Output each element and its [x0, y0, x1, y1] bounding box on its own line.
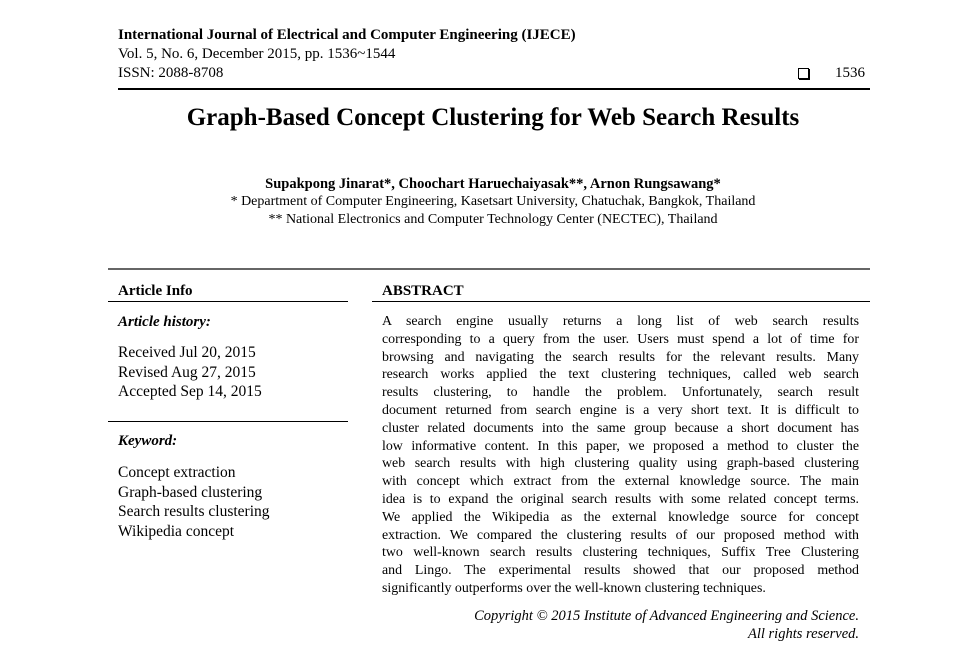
history-received: Received Jul 20, 2015	[118, 344, 256, 361]
abstract-divider	[372, 301, 870, 302]
affiliation-1: * Department of Computer Engineering, Kasetsart University, Chatuchak, Bangkok, Thailand	[230, 194, 756, 209]
abstract-line: low informative content. In this paper, we proposed a method to cluster the	[382, 438, 859, 454]
abstract-line: extraction. We compared the clustering results of our proposed method with	[382, 527, 859, 543]
copyright-notice	[382, 607, 859, 643]
abstract-line: corresponding to a query from the user. Users must spend a lot of time for	[382, 331, 859, 347]
copyright-line: Copyright © 2015 Institute of Advanced Engineering and Science.	[474, 608, 859, 624]
keyword-heading: Keyword:	[118, 433, 178, 449]
abstract-line: document returned from search engine is a very short text. It is difficult to	[382, 402, 859, 418]
authors: Supakpong Jinarat*, Choochart Haruechaiyasak**, Arnon Rungsawang*	[265, 176, 721, 192]
abstract-line: research works applied the text clustering techniques, called web search	[382, 367, 859, 383]
page-number: 1536	[835, 65, 865, 81]
history-accepted: Accepted Sep 14, 2015	[118, 383, 262, 400]
journal-name: International Journal of Electrical and Computer Engineering (IJECE)	[118, 27, 576, 43]
abstract-line: web search results with high clustering quality using graph-based clustering	[382, 456, 859, 472]
keyword-item: Wikipedia concept	[118, 522, 235, 540]
abstract-line: significantly outperforms over the well-known clustering techniques.	[382, 580, 766, 596]
abstract-line: results clustering, to handle the problem. Unfortunately, search result	[382, 385, 859, 401]
keyword-item: Graph-based clustering	[118, 483, 263, 501]
abstract-line: idea is to expand the original search results with some related concept terms.	[382, 491, 859, 507]
abstract-body	[382, 313, 859, 598]
rights-reserved-line: All rights reserved.	[747, 626, 859, 642]
article-info-divider	[108, 301, 348, 302]
abstract-line: and Lingo. The experimental results showed that our proposed method	[382, 563, 859, 579]
keyword-divider	[108, 421, 348, 422]
section-divider	[108, 268, 870, 270]
journal-issn: ISSN: 2088-8708	[118, 65, 224, 81]
abstract-heading: ABSTRACT	[382, 283, 464, 299]
abstract-line: with concept which extract from the external knowledge source. The main	[382, 474, 859, 490]
journal-issue: Vol. 5, No. 6, December 2015, pp. 1536~1544	[118, 46, 396, 62]
abstract-line: We applied the Wikipedia as the external knowledge source for concept	[382, 509, 859, 525]
article-info-heading: Article Info	[118, 283, 193, 299]
abstract-line: cluster related documents into the same group because a short document has	[382, 420, 859, 436]
affiliation-2: ** National Electronics and Computer Technology Center (NECTEC), Thailand	[268, 212, 718, 227]
paper-title: Graph-Based Concept Clustering for Web Search Results	[186, 104, 800, 131]
history-revised: Revised Aug 27, 2015	[118, 363, 256, 381]
keyword-item: Search results clustering	[118, 503, 270, 520]
article-history-list	[118, 343, 262, 402]
keyword-item: Concept extraction	[118, 464, 236, 481]
abstract-line: two well-known search results clustering techniques, Suffix Tree Clustering	[382, 545, 859, 561]
article-history-heading: Article history:	[118, 314, 211, 330]
page-box-icon	[798, 68, 809, 79]
header-divider	[118, 88, 870, 90]
abstract-line: A search engine usually returns a long list of web search results	[382, 314, 859, 329]
abstract-line: browsing and navigating the search results for the relevant results. Many	[382, 349, 859, 365]
keyword-list	[118, 463, 270, 541]
